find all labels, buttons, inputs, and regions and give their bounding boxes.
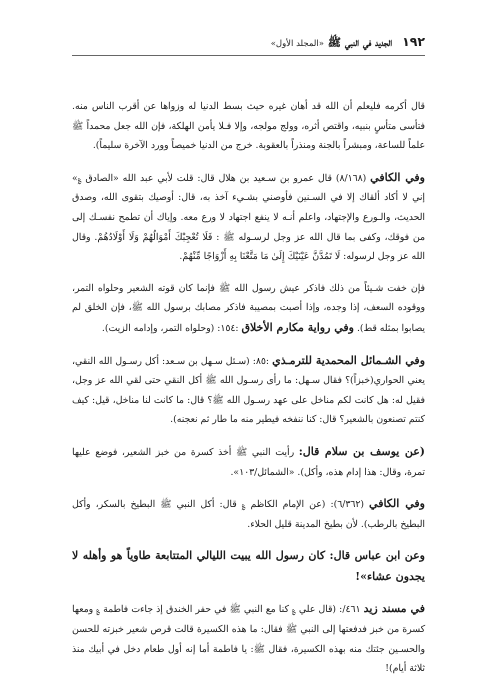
- source-citation: وفي الكافي: [370, 170, 425, 184]
- source-citation: وفي الكافي: [369, 497, 425, 511]
- paragraph-text: :٨٥: (سـئل سـهل بن سـعد: أكل رسـول الله النقي، يعني الحواري(خبزاً)؟ فقال سـهل: ما رأى رسـول الله ﷺ أكل النقي حتى لقي الله عز وجل، فقيل له: هل كانت لكم مناخل على عهد رسـول الله ﷺ؟ قال: ما كانت لنا مناخل، قيل: كيف كنتم تصنعون بالشعير؟ قال: كنا ننفخه فيطير منه ما طار ثم نعجنه).: [72, 355, 425, 426]
- source-citation: في مسند زيد: [363, 602, 425, 616]
- paragraph: [72, 351, 425, 430]
- page-body: [72, 97, 425, 691]
- paragraph-text: (٨/١٦٨) قال عمرو بن سـعيد بن هلال قال: قلت لأبي عبد الله «الصادق ؏» إني لا أكاد ألقاك إلا في السـنين فأوصني بشـيء آخذ به، قال: أوصيك بتقوى الله، وصدق الحديث، والـورع والإجتهاد، واعلم أنـه لا ينفع اجتهاد لا ورع معه. وإياك أن تطمح نفسـك إلى من فوقك، وكفى بما قال الله عز وجل لرسـوله ﷺ : فَلَا تُعْجِبْكَ أَمْوَالُهُمْ وَلَا أَوْلَادُهُمْ. وقال الله عز وجل لرسوله: لَا تَمُدَّنَّ عَيْنَيْكَ إِلَىٰ مَا مَتَّعْنَا بِهِ أَزْوَاجًا مِّنْهُمْ.: [72, 172, 425, 263]
- paragraph-text: ٤٦١/: (قال علي ؏ كنا مع النبي ﷺ في حفر الخندق إذ جاءت فاطمة ؏ ومعها كسرة من خبز فدفعتها إلى النبي ﷺ فقال: ما هذه الكسيرة قالت قرص شعير خبزته للحسن والحسـين جئتك منه بهذه الكسيرة، فقال ﷺ: يا فاطمة أما إنه أول طعام دخل في أبيك منذ ثلاثة أيام)!: [72, 604, 425, 675]
- source-citation: وفي رواية مكارم الأخلاق: [241, 320, 354, 334]
- paragraph-text: رأيت النبي ﷺ أخذ كسرة من خبز الشعير، فوضع عليها تمرة، وقال: هذا إدام هذه، وأكل). «الشمائل/١٠٣».: [72, 446, 425, 478]
- heading-statement: وعن ابن عباس قال: كان رسول الله يبيت الليالي المتتابعة طاوياً هو وأهله لا يجدون عشاء»!: [72, 549, 425, 583]
- volume-label: «المجلد الأول»: [270, 39, 324, 49]
- running-title: [271, 36, 392, 52]
- source-citation: (عن يوسف بن سلام قال:: [298, 444, 425, 458]
- source-citation: وفي الشـمائل المحمدية للترمـذي: [272, 353, 426, 367]
- book-title: الجديد في النبي ﷺ: [327, 36, 393, 49]
- paragraph: [72, 546, 425, 587]
- paragraph-text: :١٥٤: (وحلواه التمر، وإدامه الزيت).: [101, 322, 242, 334]
- paragraph: [72, 599, 425, 678]
- paragraph-text: قال أكرمه فليعلم أن الله قد أهان غيره حيث بسط الدنيا له وزواها عن أقرب الناس منه. فتأسى متأسٍ بنبيه، واقتص أثره، وولج مولجه، وإلا فـلا يأمن الهلكة، فإن الله جعل محمداً ﷺ علماً للساعة، ومبشراً بالجنة ومنذراً بالعقوبة. خرج من الدنيا خميصاً وورد الآخرة سليماً).: [72, 101, 425, 152]
- paragraph: [72, 97, 425, 156]
- paragraph: [72, 442, 425, 482]
- paragraph: [72, 279, 425, 339]
- paragraph-text: فإن خفت شـيئاً من ذلك فاذكر عيش رسول الله ﷺ فإنما كان قوته الشعير وحلواه التمر، ووقوده السعف، إذا وجده، وإذا أصبت بمصيبة فاذكر مصابك برسول الله ﷺ، فإن الخلق لم يصابوا بمثله قط).: [72, 282, 425, 334]
- paragraph-text: (٦/٣٦٢): (عن الإمام الكاظم ؏ قال: أكل النبي ﷺ البطيخ بالسكر، وأكل البطيخ بالرطب). لأن بطيخ المدينة قليل الحلاء.: [72, 499, 425, 530]
- running-header: [72, 34, 425, 56]
- paragraph: [72, 494, 425, 534]
- header-divider: [72, 55, 425, 56]
- page-number: ١٩٢: [402, 34, 425, 49]
- paragraph: [72, 168, 425, 267]
